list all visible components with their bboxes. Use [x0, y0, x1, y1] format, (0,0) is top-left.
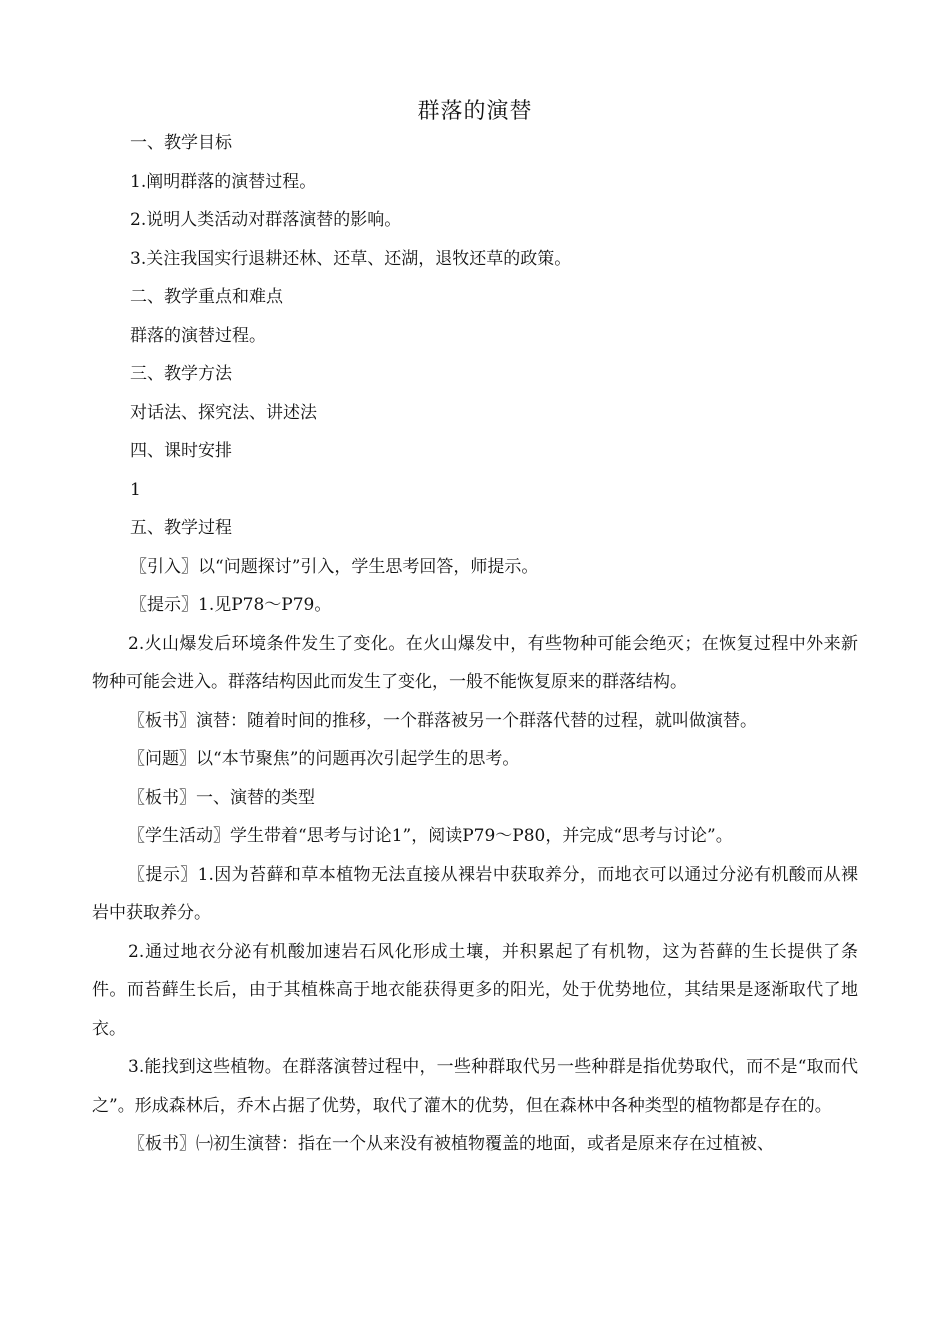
objective-item: 1.阐明群落的演替过程。: [130, 171, 317, 192]
body-paragraph: 〖板书〗㈠初生演替：指在一个从来没有被植物覆盖的地面，或者是原来存在过植被、: [128, 1134, 774, 1154]
section-heading-methods: 三、教学方法: [130, 364, 232, 384]
body-paragraph: 〖板书〗演替：随着时间的推移，一个群落被另一个群落代替的过程，就叫做演替。: [128, 710, 757, 731]
document-body: [92, 124, 858, 1164]
body-paragraph: 〖板书〗一、演替的类型: [128, 787, 315, 808]
key-point-text: 群落的演替过程。: [130, 325, 266, 346]
methods-text: 对话法、探究法、讲述法: [130, 402, 317, 423]
process-line: 〖引入〗以“问题探讨”引入，学生思考回答，师提示。: [130, 556, 539, 577]
page-title: 群落的演替: [417, 99, 533, 124]
body-paragraph: 〖学生活动〗学生带着“思考与讨论1”，阅读P79～P80，并完成“思考与讨论”。: [128, 826, 733, 846]
schedule-text: 1: [130, 479, 141, 500]
section-heading-key-points: 二、教学重点和难点: [130, 287, 283, 307]
body-paragraph: 2.通过地衣分泌有机酸加速岩石风化形成土壤，并积累起了有机物，这为苔藓的生长提供了条件。而苔藓生长后，由于其植株高于地衣能获得更多的阳光，处于优势地位，其结果是逐渐取代了地衣。: [92, 941, 858, 1039]
process-line: 〖提示〗1.见P78～P79。: [130, 595, 332, 615]
body-paragraph: 〖提示〗1.因为苔藓和草本植物无法直接从裸岩中获取养分，而地衣可以通过分泌有机酸而从裸岩中获取养分。: [92, 864, 858, 923]
objective-item: 2.说明人类活动对群落演替的影响。: [130, 210, 402, 230]
body-paragraph: 〖问题〗以“本节聚焦”的问题再次引起学生的思考。: [128, 749, 520, 769]
section-heading-process: 五、教学过程: [130, 518, 232, 538]
objective-item: 3.关注我国实行退耕还林、还草、还湖，退牧还草的政策。: [130, 248, 572, 269]
section-heading-objectives: 一、教学目标: [130, 133, 232, 153]
section-heading-schedule: 四、课时安排: [130, 441, 232, 461]
body-paragraph: 3.能找到这些植物。在群落演替过程中，一些种群取代另一些种群是指优势取代，而不是“取而代之”。形成森林后，乔木占据了优势，取代了灌木的优势，但在森林中各种类型的植物都是存在的。: [92, 1057, 858, 1116]
body-paragraph: 2.火山爆发后环境条件发生了变化。在火山爆发中，有些物种可能会绝灭；在恢复过程中外来新物种可能会进入。群落结构因此而发生了变化，一般不能恢复原来的群落结构。: [92, 633, 858, 692]
